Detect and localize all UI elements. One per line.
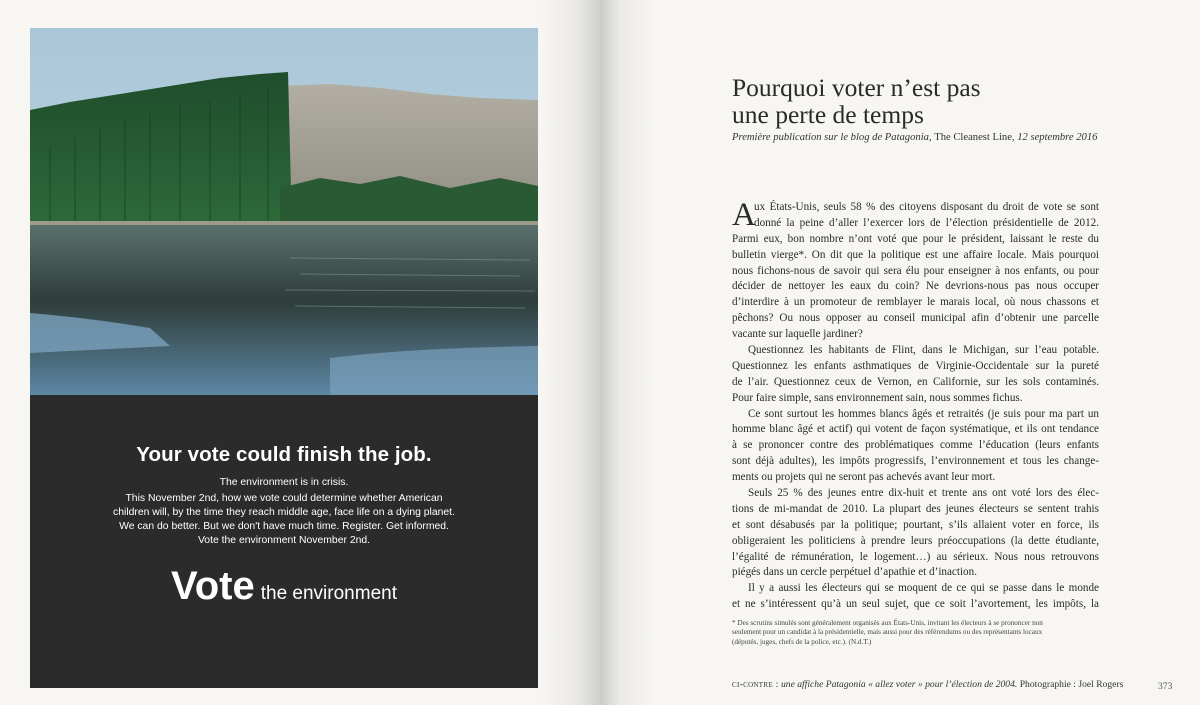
source-prefix: Première publication sur le blog de Patagonia, xyxy=(732,132,932,143)
body-line: ux États-Unis, seuls 58 % des citoyens disposant du droit de vote se sont xyxy=(754,201,1099,213)
vote-tagline: the environment xyxy=(260,583,397,604)
body-line: et sont désabusés par la politique; pourtant, s’ils allaient voter en force, ils xyxy=(732,518,1099,531)
poster-subhead: The environment is in crisis. xyxy=(219,477,349,488)
source-blog: The Cleanest Line, xyxy=(934,132,1015,143)
body-line: Parmi eux, bon nombre n’ont voté que pour le président, laissant le reste du xyxy=(732,232,1099,245)
poster-body xyxy=(30,492,538,548)
footnote-line: seulement pour un candidat à la présidentielle, mais aussi pour des référendums ou des représentants locaux xyxy=(732,628,1043,637)
body-line: Pour faire simple, sans environnement sain, nous sommes fichus. xyxy=(732,391,1023,404)
body-line: pêchons? Ou nous opposer au conseil municipal afin d’obtenir une parcelle xyxy=(732,312,1099,325)
body-line: Seuls 25 % des jeunes entre dix-huit et trente ans ont voté lors des élec- xyxy=(748,487,1099,500)
body-line: Questionnez les habitants de Flint, dans le Michigan, sur l’eau potable. xyxy=(748,344,1099,357)
poster-message xyxy=(30,443,538,548)
page-number: 373 xyxy=(1158,681,1173,692)
vote-poster xyxy=(30,28,538,688)
drop-cap: A xyxy=(732,197,756,233)
clearcut-forest-photo xyxy=(30,28,538,395)
body-line: vacante sur laquelle jardiner? xyxy=(732,328,863,341)
body-line: nous fichons-nous de savoir qui sera élu pour enseigner à nos enfants, ou pour xyxy=(732,264,1099,277)
body-line: l’égalité de rémunération, le logement…) au sérieux. Nous nous retrouvons xyxy=(732,550,1099,563)
book-gutter-shadow-right xyxy=(600,0,655,705)
footnote-line: (députés, juges, chefs de la police, etc.). (N.d.T.) xyxy=(732,637,872,646)
body-line: décider de nettoyer les eaux du coin? Ne devrions-nous pas nous occuper xyxy=(732,280,1099,293)
article-title-line: Pourquoi voter n’est pas xyxy=(732,73,981,102)
image-caption xyxy=(732,679,1132,690)
caption-label: ci-contre : xyxy=(732,679,779,690)
body-line: Ce sont surtout les hommes blancs âgés et retraités (je suis pour ma part un xyxy=(748,407,1099,420)
poster-body-line: This November 2nd, how we vote could determine whether American xyxy=(125,493,443,504)
vote-slogan xyxy=(30,564,538,609)
poster-headline: Your vote could finish the job. xyxy=(136,443,432,466)
body-line: bulletin vierge*. On dit que la politique est une affaire locale. Mais pourquoi xyxy=(732,248,1099,261)
footnote xyxy=(732,619,1099,647)
body-line: Il y a aussi les électeurs qui se moquent de ce qui se passe dans le monde xyxy=(748,582,1099,595)
caption-text: une affiche Patagonia « allez voter » pour l’élection de 2004. xyxy=(780,679,1018,690)
body-line: donné la peine d’aller l’exercer lors de l’élection présidentielle de 2012. xyxy=(754,216,1099,229)
book-gutter-shadow-left xyxy=(540,0,600,705)
footnote-line: * Des scrutins simulés sont généralement organisés aux États-Unis, invitant les électeurs à se prononcer non xyxy=(732,619,1043,627)
caption-credit: Photographie : Joel Rogers xyxy=(1019,679,1124,690)
article-source xyxy=(732,132,1132,143)
body-line: Questionnez les enfants asthmatiques de Virginie-Occidentale sur la pureté xyxy=(732,359,1099,372)
vote-word: Vote xyxy=(171,564,255,608)
poster-body-line: We can do better. But we don't have much time. Register. Get informed. xyxy=(119,521,449,532)
body-line: et ne s’intéressent qu’à un seul sujet, que ce soit l’avortement, les impôts, la xyxy=(732,598,1099,611)
body-line: à se prononcer contre des problématiques comme l’éducation (leurs enfants xyxy=(732,439,1099,452)
poster-body-line: children will, by the time they reach middle age, face life on a dying planet. xyxy=(113,507,455,518)
poster-body-line: Vote the environment November 2nd. xyxy=(197,535,371,546)
body-line: piégés dans un cercle perpétuel d’apathie et d’inaction. xyxy=(732,566,977,579)
body-line: obligeraient les politiciens à prendre leurs préoccupations (la dette étudiante, xyxy=(732,534,1099,547)
body-line: de l’air. Questionnez ceux de Vernon, en Californie, sur les sols contaminés. xyxy=(732,375,1099,388)
source-date: 12 septembre 2016 xyxy=(1017,132,1098,143)
article-title xyxy=(732,74,1132,128)
body-line: d’interdire à un promoteur de remblayer le marais local, où nous chassons et xyxy=(732,296,1099,309)
body-line: tions de mi-mandat de 2010. La plupart des jeunes électeurs se sentent trahis xyxy=(732,502,1099,515)
article-body xyxy=(732,197,1099,613)
body-line: homme blanc âgé et actif) qui votent de façon systématique, et ils ont tendance xyxy=(732,423,1099,436)
body-line: ments ou projets qui ne seront pas achevés avant leur mort. xyxy=(732,471,996,484)
body-line: sont déjà adultes), les impôts progressifs, l’environnement et tous les change- xyxy=(732,455,1099,468)
article-title-line: une perte de temps xyxy=(732,100,924,129)
